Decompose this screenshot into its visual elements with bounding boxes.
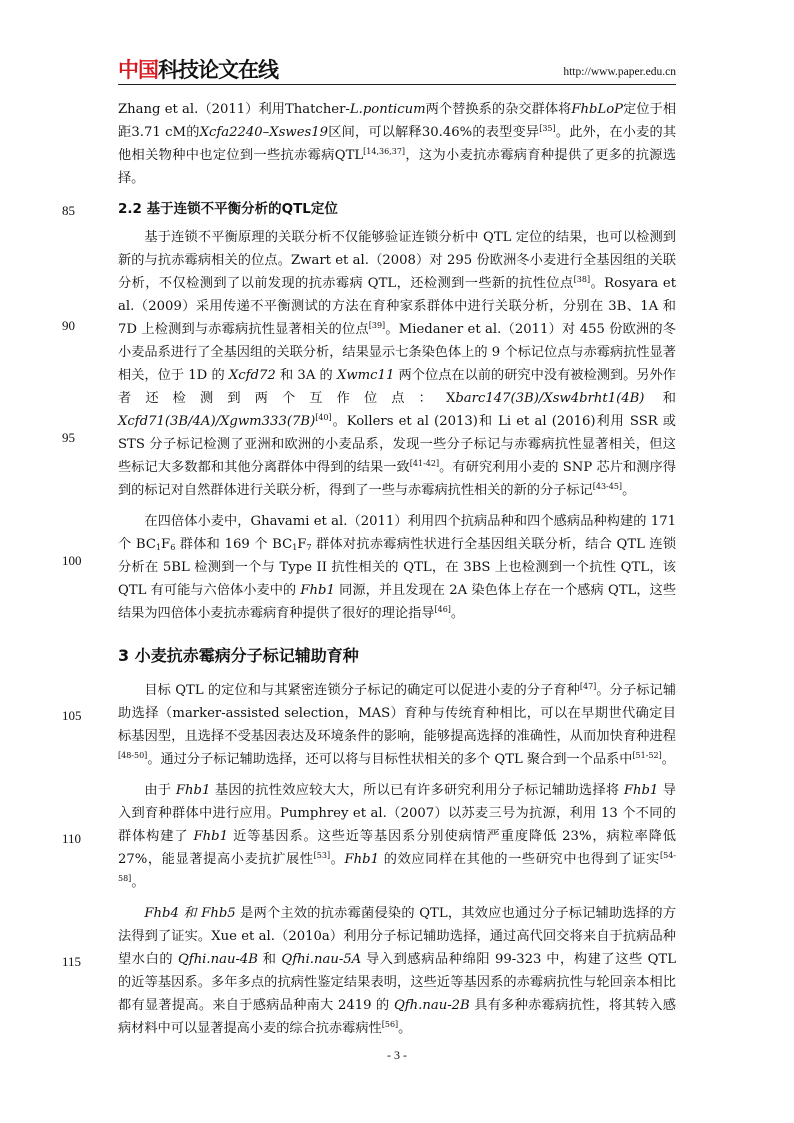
logo-part-red: 中国 xyxy=(118,58,158,82)
line-number: 90 xyxy=(62,318,75,333)
line-number: 85 xyxy=(62,203,75,218)
paragraph-mas-intro: 目标 QTL 的定位和与其紧密连锁分子标记的确定可以促进小麦的分子育种[47]。分子标记辅助选择（marker-assisted selection，MAS）育种与传统育种相比，可以在早期世代确定目标基因型，且选择不受基因表达及环境条件的影响，能够提高选择的准确性，从而加快育种进程[48-50]。通过分子标记辅助选择，还可以将与目标性状相关的多个 QTL 聚合到一个品系中[51-52]。 xyxy=(118,682,677,767)
line-number: 100 xyxy=(62,553,82,568)
citation: [43-45] xyxy=(592,482,623,491)
citation: [54-58] xyxy=(118,851,676,883)
citation: [35] xyxy=(539,124,556,133)
header-url[interactable]: http://www.paper.edu.cn xyxy=(563,66,676,78)
paragraph-tetraploid: 在四倍体小麦中，Ghavami et al.（2011）利用四个抗病品种和四个感病品种构建的 171 个 $BC_1F_6$ 群体和 169 个 $BC_1F_7$ 群体对抗赤霉病性状进行全基因组关联分析，结合 QTL 连锁分析在 5BL 检测到一个与 Type II 抗性相关的 QTL，在 3BS 上也检测到一个抗性 QTL，该 QTL 有可能与六倍体小麦中的 Fhb1 同源，并且发现在 2A 染色体上存在一个感病 QTL，这些结果为四倍体小麦抗赤霉病育种提供了很好的理论指导[46]。 xyxy=(118,514,677,621)
citation: [51-52] xyxy=(632,751,662,760)
citation: [39] xyxy=(368,321,386,330)
line-number: 105 xyxy=(62,708,82,723)
paragraph-fhb1: 由于 Fhb1 基因的抗性效应较大大，所以已有许多研究利用分子标记辅助选择将 Fhb1 导入到育种群体中进行应用。Pumphrey et al.（2007）以苏麦三号为抗源，利用 13 个不同的群体构建了 Fhb1 近等基因系。这些近等基因系分别使病情严重度降低 23%，病粒率降低 27%，能显著提高小麦抗扩展性[53]。Fhb1 的效应同样在其他的一些研究中也得到了证实[54-58]。 xyxy=(118,783,676,890)
logo-part-black: 科技论文在线 xyxy=(158,58,278,82)
section-heading-3: 3 小麦抗赤霉病分子标记辅助育种 xyxy=(118,646,359,665)
line-number: 110 xyxy=(62,831,82,846)
citation: [38] xyxy=(573,275,591,284)
page-body xyxy=(118,98,676,1040)
citation: [48-50] xyxy=(118,751,148,760)
header-rule xyxy=(118,84,676,85)
citation: [56] xyxy=(381,1020,399,1029)
site-logo xyxy=(118,56,278,84)
paragraph-association-analysis: 基于连锁不平衡原理的关联分析不仅能够验证连锁分析中 QTL 定位的结果，也可以检测到新的与抗赤霉病相关的位点。Zwart et al.（2008）对 295 份欧洲冬小麦进行全基因组的关联分析，不仅检测到了以前发现的抗赤霉病 QTL，还检测到一些新的抗性位点[38]。Rosyara et al.（2009）采用传递不平衡测试的方法在育种家系群体中进行关联分析，分别在 3B、1A 和 7D 上检测到与赤霉病抗性显著相关的位点[39]。Miedaner et al.（2011）对 455 份欧洲的冬小麦品系进行了全基因组的关联分析，结果显示七条染色体上的 9 个标记位点与赤霉病抗性显著相关，位于 1D 的 Xcfd72 和 3A 的 Xwmc11 两个位点在以前的研究中没有被检测到。另外作者还检测到两个互作位点：Xbarc147(3B)/Xsw4brht1(4B) 和 Xcfd71(3B/4A)/Xgwm333(7B)[40]。Kollers et al (2013)和 Li et al (2016)利用 SSR 或 STS 分子标记检测了亚洲和欧洲的小麦品系，发现一些分子标记与赤霉病抗性显著相关，但这些标记大多数都和其他分离群体中得到的结果一致[41-42]。有研究利用小麦的 SNP 芯片和测序得到的标记对自然群体进行关联分析，得到了一些与赤霉病抗性相关的新的分子标记[43-45]。 xyxy=(118,230,676,498)
page-number: - 3 - xyxy=(387,1048,407,1062)
line-number: 95 xyxy=(62,430,75,445)
paragraph-fhb4-fhb5: Fhb4 和 Fhb5 是两个主效的抗赤霉菌侵染的 QTL，其效应也通过分子标记辅助选择的方法得到了证实。Xue et al.（2010a）利用分子标记辅助选择，通过高代回交将来自于抗病品种望水白的 Qfhi.nau-4B 和 Qfhi.nau-5A 导入到感病品种绵阳 99-323 中，构建了这些 QTL 的近等基因系。多年多点的抗病性鉴定结果表明，这些近等基因系的赤霉病抗性与轮回亲本相比都有显著提高。来自于感病品种南大 2419 的 Qfh.nau-2B 具有多种赤霉病抗性，将其转入感病材料中可以显著提高小麦的综合抗赤霉病性[56]。 xyxy=(118,906,677,1036)
citation: [53] xyxy=(313,851,331,860)
paragraph-zhang: Zhang et al.（2011）利用Thatcher-L.ponticum两个替换系的杂交群体将FhbLoP定位于相距3.71 cM的Xcfa2240–Xswes19区间，可以解释30.46%的表型变异[35]。此外，在小麦的其他相关物种中也定位到一些抗赤霉病QTL[14,36,37]，这为小麦抗赤霉病育种提供了更多的抗源选择。 xyxy=(118,102,677,186)
citation: [46] xyxy=(434,605,451,614)
citation: [40] xyxy=(315,413,332,422)
citation: [47] xyxy=(579,682,597,691)
line-number: 115 xyxy=(62,954,82,969)
citation: [41-42] xyxy=(409,459,440,468)
page-header xyxy=(118,56,676,84)
citation: [14,36,37] xyxy=(363,147,406,156)
section-heading-2-2: 2.2 基于连锁不平衡分析的QTL定位 xyxy=(118,201,338,217)
